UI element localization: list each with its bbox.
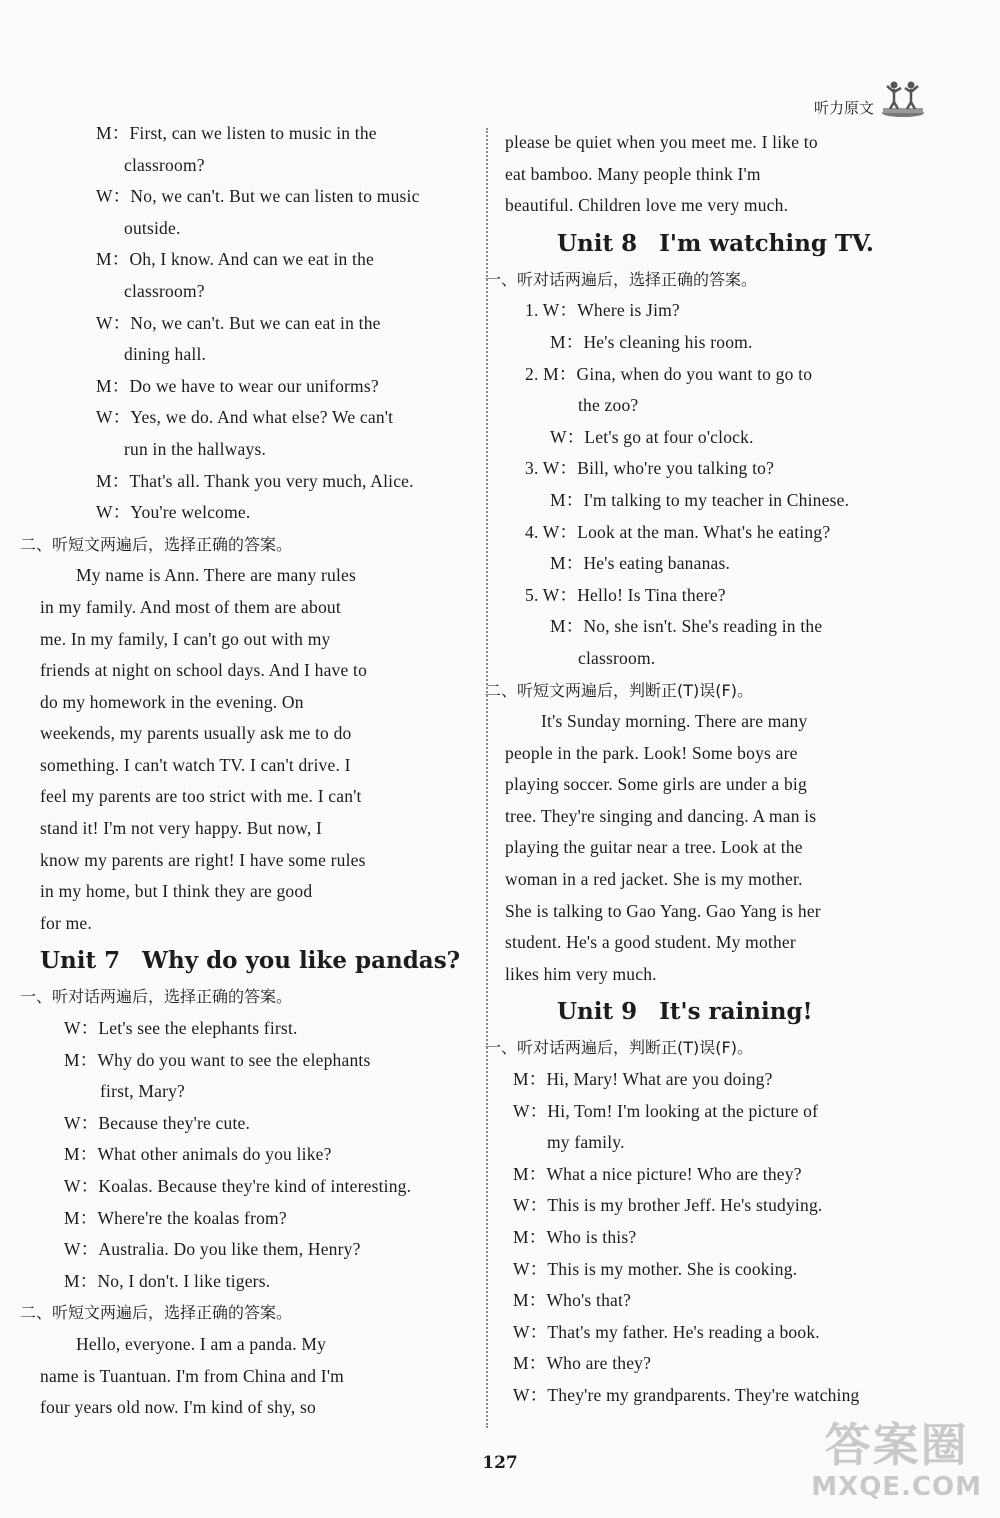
text-line: eat bamboo. Many people think I'm <box>505 163 761 184</box>
section-heading: 二、听短文两遍后，选择正确的答案。 <box>20 534 293 554</box>
text-line: do my homework in the evening. On <box>40 691 304 712</box>
dialogue-continuation: the zoo? <box>578 395 639 416</box>
dialogue-line: W：Yes, we do. And what else? We can't <box>96 407 394 428</box>
dialogue-line: M：That's all. Thank you very much, Alice. <box>96 470 414 491</box>
dialogue-line: M：No, I don't. I like tigers. <box>64 1270 271 1291</box>
text-line: tree. They're singing and dancing. A man is <box>505 805 817 826</box>
text-line: in my family. And most of them are about <box>40 596 341 617</box>
dialogue-line: W：Because they're cute. <box>64 1112 251 1133</box>
text-line: please be quiet when you meet me. I like to <box>505 132 818 152</box>
page-number: 127 <box>482 1453 518 1473</box>
paragraph-first-line: It's Sunday morning. There are many <box>541 711 808 732</box>
dialogue-continuation: dining hall. <box>124 344 207 365</box>
dialogue-continuation: run in the hallways. <box>124 438 267 459</box>
unit-number: Unit 7 <box>40 947 121 975</box>
listening-figures-icon <box>880 78 926 118</box>
dialogue-line: M：Hi, Mary! What are you doing? <box>513 1069 773 1090</box>
paragraph-first-line: Hello, everyone. I am a panda. My <box>76 1333 327 1354</box>
text-line: playing soccer. Some girls are under a big <box>505 774 807 795</box>
page-header <box>814 78 926 118</box>
dialogue-line: W：They're my grandparents. They're watching <box>513 1384 860 1405</box>
text-line: weekends, my parents usually ask me to do <box>40 723 352 744</box>
dialogue-line: W：This is my mother. She is cooking. <box>513 1258 798 1279</box>
dialogue-response: M：He's cleaning his room. <box>550 331 753 352</box>
text-line: stand it! I'm not very happy. But now, I <box>40 818 323 839</box>
text-line: beautiful. Children love me very much. <box>505 195 789 216</box>
dialogue-response: M：He's eating bananas. <box>550 553 731 574</box>
dialogue-response: W：Let's go at four o'clock. <box>550 426 754 447</box>
text-line: feel my parents are too strict with me. I can't <box>40 786 362 807</box>
dialogue-line: W：That's my father. He's reading a book. <box>513 1321 820 1342</box>
unit-heading <box>40 941 472 981</box>
numbered-dialogue-line: 3. W：Bill, who're you talking to? <box>525 458 775 479</box>
dialogue-response: M：No, she isn't. She's reading in the <box>550 616 823 637</box>
unit-title: It's raining! <box>659 998 813 1026</box>
unit-number: Unit 9 <box>557 998 638 1026</box>
unit-title: I'm watching TV. <box>659 229 874 257</box>
watermark <box>811 1418 982 1502</box>
text-line: friends at night on school days. And I have to <box>40 660 368 681</box>
dialogue-line: M：What other animals do you like? <box>64 1144 332 1165</box>
text-line: for me. <box>40 912 92 933</box>
dialogue-line: M：Who's that? <box>513 1290 632 1311</box>
left-column <box>20 118 472 1424</box>
section-heading: 二、听短文两遍后，判断正(T)误(F)。 <box>485 680 753 700</box>
watermark-logo: 答案圈 <box>824 1418 969 1472</box>
unit-title: Why do you like pandas? <box>142 947 461 975</box>
dialogue-continuation: classroom? <box>124 154 205 175</box>
text-line: people in the park. Look! Some boys are <box>505 742 798 763</box>
dialogue-continuation: first, Mary? <box>100 1081 186 1102</box>
section-heading: 一、听对话两遍后，选择正确的答案。 <box>485 269 758 289</box>
dialogue-line: W：This is my brother Jeff. He's studying. <box>513 1195 823 1216</box>
dialogue-line: W：No, we can't. But we can listen to music <box>96 186 420 207</box>
dialogue-line: M：Do we have to wear our uniforms? <box>96 375 379 396</box>
dialogue-line: M：Who are they? <box>513 1353 652 1374</box>
text-line: name is Tuantuan. I'm from China and I'm <box>40 1365 344 1386</box>
dialogue-line: W：Australia. Do you like them, Henry? <box>64 1239 361 1260</box>
unit-heading <box>557 992 930 1032</box>
text-line: something. I can't watch TV. I can't drive. I <box>40 754 351 775</box>
dialogue-line: W：No, we can't. But we can eat in the <box>96 312 381 333</box>
dialogue-line: M：First, can we listen to music in the <box>96 123 377 143</box>
numbered-dialogue-line: 4. W：Look at the man. What's he eating? <box>525 521 831 542</box>
dialogue-response: M：I'm talking to my teacher in Chinese. <box>550 489 850 510</box>
paragraph-first-line: My name is Ann. There are many rules <box>76 565 356 586</box>
text-line: She is talking to Gao Yang. Gao Yang is her <box>505 900 821 921</box>
dialogue-line: W：Koalas. Because they're kind of interesting. <box>64 1176 412 1196</box>
dialogue-continuation: outside. <box>124 217 181 238</box>
dialogue-line: M：What a nice picture! Who are they? <box>513 1163 802 1184</box>
dialogue-line: W：Hi, Tom! I'm looking at the picture of <box>513 1100 819 1121</box>
header-title: 听力原文 <box>813 99 874 117</box>
dialogue-line: M：Who is this? <box>513 1227 637 1247</box>
dialogue-line: M：Oh, I know. And can we eat in the <box>96 249 375 270</box>
section-heading: 一、听对话两遍后，选择正确的答案。 <box>20 987 293 1007</box>
section-heading: 一、听对话两遍后，判断正(T)误(F)。 <box>485 1038 753 1058</box>
text-line: in my home, but I think they are good <box>40 881 313 902</box>
text-line: me. In my family, I can't go out with my <box>40 628 331 649</box>
text-line: playing the guitar near a tree. Look at the <box>505 837 803 858</box>
right-column <box>485 127 930 1412</box>
numbered-dialogue-line: 5. W：Hello! Is Tina there? <box>525 584 726 605</box>
unit-number: Unit 8 <box>557 229 638 257</box>
dialogue-continuation: my family. <box>547 1132 625 1153</box>
dialogue-line: M：Why do you want to see the elephants <box>64 1049 371 1070</box>
text-line: woman in a red jacket. She is my mother. <box>505 869 803 890</box>
text-line: student. He's a good student. My mother <box>505 932 796 953</box>
dialogue-line: W：Let's see the elephants first. <box>64 1018 298 1039</box>
text-line: likes him very much. <box>505 963 657 984</box>
dialogue-continuation: classroom? <box>124 280 205 301</box>
text-line: four years old now. I'm kind of shy, so <box>40 1397 317 1418</box>
dialogue-line: M：Where're the koalas from? <box>64 1207 287 1228</box>
numbered-dialogue-line: 1. W：Where is Jim? <box>525 300 680 321</box>
dialogue-continuation: classroom. <box>578 647 656 668</box>
unit-heading <box>557 224 930 264</box>
numbered-dialogue-line: 2. M：Gina, when do you want to go to <box>525 363 813 384</box>
text-line: know my parents are right! I have some rules <box>40 849 366 870</box>
watermark-url: MXQE.COM <box>811 1472 982 1502</box>
column-divider <box>486 128 488 1428</box>
section-heading: 二、听短文两遍后，选择正确的答案。 <box>20 1303 293 1323</box>
dialogue-line: W：You're welcome. <box>96 502 251 523</box>
